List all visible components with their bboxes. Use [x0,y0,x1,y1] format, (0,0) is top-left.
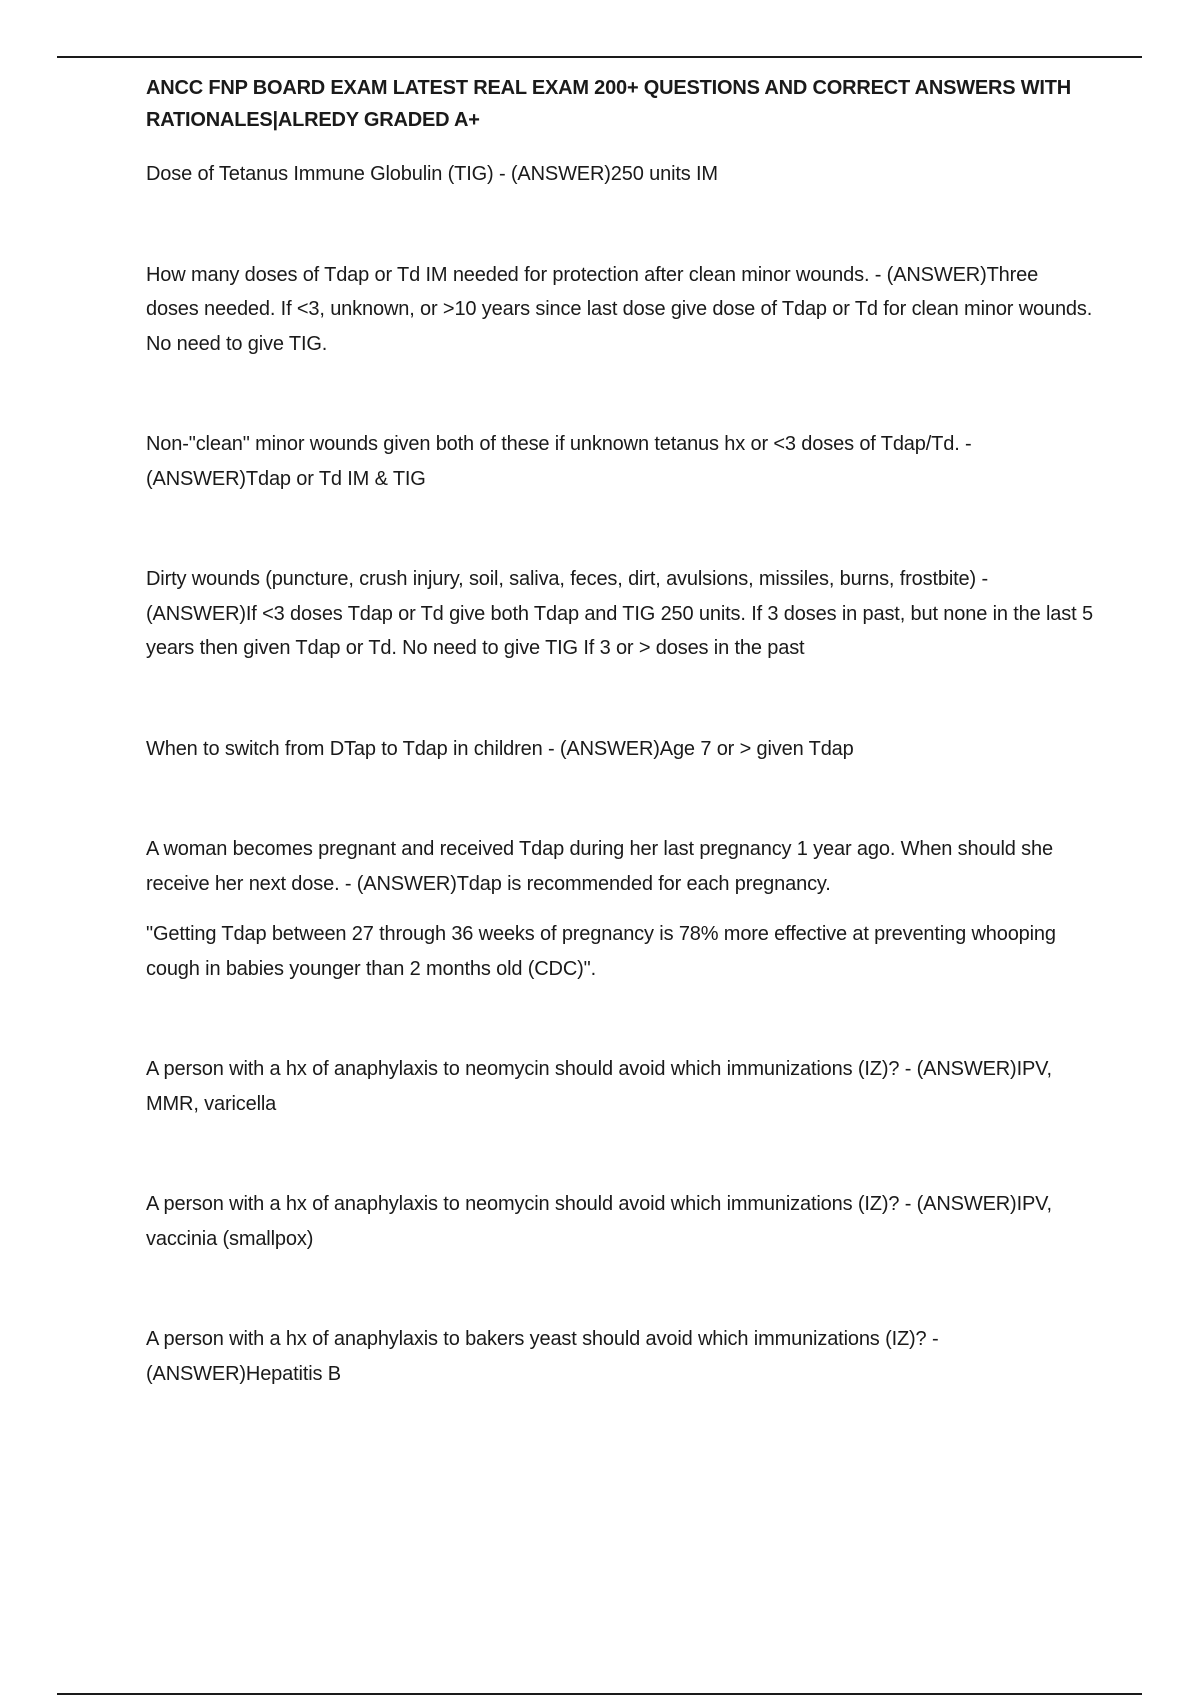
qa-item-neomycin-1: A person with a hx of anaphylaxis to neomycin should avoid which immunizations (IZ)? - (ANSWER)IPV, MMR, varicella [146,1058,1052,1115]
bottom-rule [57,1693,1142,1695]
qa-item-dirty-wounds: Dirty wounds (puncture, crush injury, soil, saliva, feces, dirt, avulsions, missiles, burns, frostbite) - (ANSWER)If <3 doses Tdap or Td give both Tdap and TIG 250 units. If 3 doses in past, but none in the last 5 years then given Tdap or Td. No need to give TIG If 3 or > doses in the past [146,568,1093,659]
top-rule [57,56,1142,58]
qa-item-tig-dose: Dose of Tetanus Immune Globulin (TIG) - (ANSWER)250 units IM [146,163,718,185]
qa-item-pregnancy: A woman becomes pregnant and received Tdap during her last pregnancy 1 year ago. When should she receive her next dose. - (ANSWER)Tdap is recommended for each pregnancy. [146,838,1053,895]
qa-item-dtap-switch: When to switch from DTap to Tdap in children - (ANSWER)Age 7 or > given Tdap [146,737,854,760]
qa-item-clean-wounds: How many doses of Tdap or Td IM needed for protection after clean minor wounds. - (ANSWER)Three doses needed. If <3, unknown, or >10 years since last dose give dose of Tdap or Td for clean minor wounds. No need to give TIG. [146,263,1093,355]
qa-item-non-clean-wounds: Non-"clean" minor wounds given both of these if unknown tetanus hx or <3 doses of Tdap/Td. - (ANSWER)Tdap or Td IM & TIG [146,433,972,490]
cdc-quote: "Getting Tdap between 27 through 36 weeks of pregnancy is 78% more effective at preventing whooping cough in babies younger than 2 months old (CDC)". [146,923,1056,980]
document-body [146,72,1096,1391]
qa-item-neomycin-2: A person with a hx of anaphylaxis to neomycin should avoid which immunizations (IZ)? - (ANSWER)IPV, vaccinia (smallpox) [146,1193,1052,1250]
document-title: ANCC FNP BOARD EXAM LATEST REAL EXAM 200+ QUESTIONS AND CORRECT ANSWERS WITH RATIONALES|ALREDY GRADED A+ [146,77,1072,131]
qa-item-bakers-yeast: A person with a hx of anaphylaxis to bakers yeast should avoid which immunizations (IZ)? - (ANSWER)Hepatitis B [146,1328,939,1385]
